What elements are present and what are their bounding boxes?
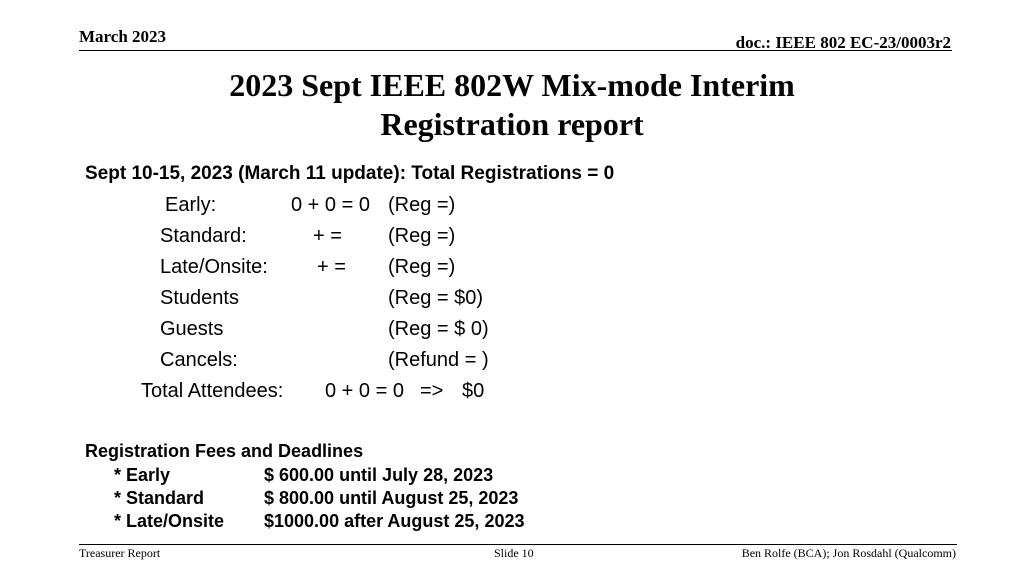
slide-title xyxy=(0,66,1024,144)
row-label: Standard: xyxy=(160,225,247,247)
row-note: (Reg = $ 0) xyxy=(388,318,489,340)
footer-left: Treasurer Report xyxy=(79,546,161,560)
fee-label: * Early xyxy=(114,465,171,485)
row-calc: + = xyxy=(317,256,346,278)
fees-heading: Registration Fees and Deadlines xyxy=(85,441,364,461)
fee-detail: $ 800.00 until August 25, 2023 xyxy=(264,488,519,508)
registration-summary: Sept 10-15, 2023 (March 11 update): Total Registrations = 0 xyxy=(85,163,615,184)
total-label: Total Attendees: xyxy=(141,380,284,402)
row-label: Cancels: xyxy=(160,349,238,371)
row-label: Guests xyxy=(160,318,224,340)
fee-label: * Standard xyxy=(114,488,205,508)
row-calc: 0 + 0 = 0 xyxy=(291,194,370,216)
row-note: (Refund = ) xyxy=(388,349,489,371)
slide-title-line-2: Registration report xyxy=(380,106,644,142)
fee-detail: $1000.00 after August 25, 2023 xyxy=(264,511,525,531)
header-divider xyxy=(79,50,952,51)
total-arrow: => xyxy=(420,380,444,402)
footer-divider xyxy=(79,544,957,545)
total-calc: 0 + 0 = 0 xyxy=(325,380,404,402)
row-note: (Reg =) xyxy=(388,194,456,216)
row-note: (Reg =) xyxy=(388,225,456,247)
row-note: (Reg = $0) xyxy=(388,287,484,309)
row-calc: + = xyxy=(313,225,342,247)
row-label: Late/Onsite: xyxy=(160,256,268,278)
header-date: March 2023 xyxy=(79,27,167,46)
fee-detail: $ 600.00 until July 28, 2023 xyxy=(264,465,494,485)
footer-authors: Ben Rolfe (BCA); Jon Rosdahl (Qualcomm) xyxy=(741,546,956,560)
row-label: Students xyxy=(160,287,239,309)
slide-title-line-1: 2023 Sept IEEE 802W Mix-mode Interim xyxy=(229,67,795,103)
fee-label: * Late/Onsite xyxy=(114,511,225,531)
footer-slide-number: Slide 10 xyxy=(494,546,534,560)
header-doc-id: doc.: IEEE 802 EC-23/0003r2 xyxy=(735,33,951,52)
total-amount: $0 xyxy=(462,380,485,402)
row-label: Early: xyxy=(165,194,217,216)
row-note: (Reg =) xyxy=(388,256,456,278)
